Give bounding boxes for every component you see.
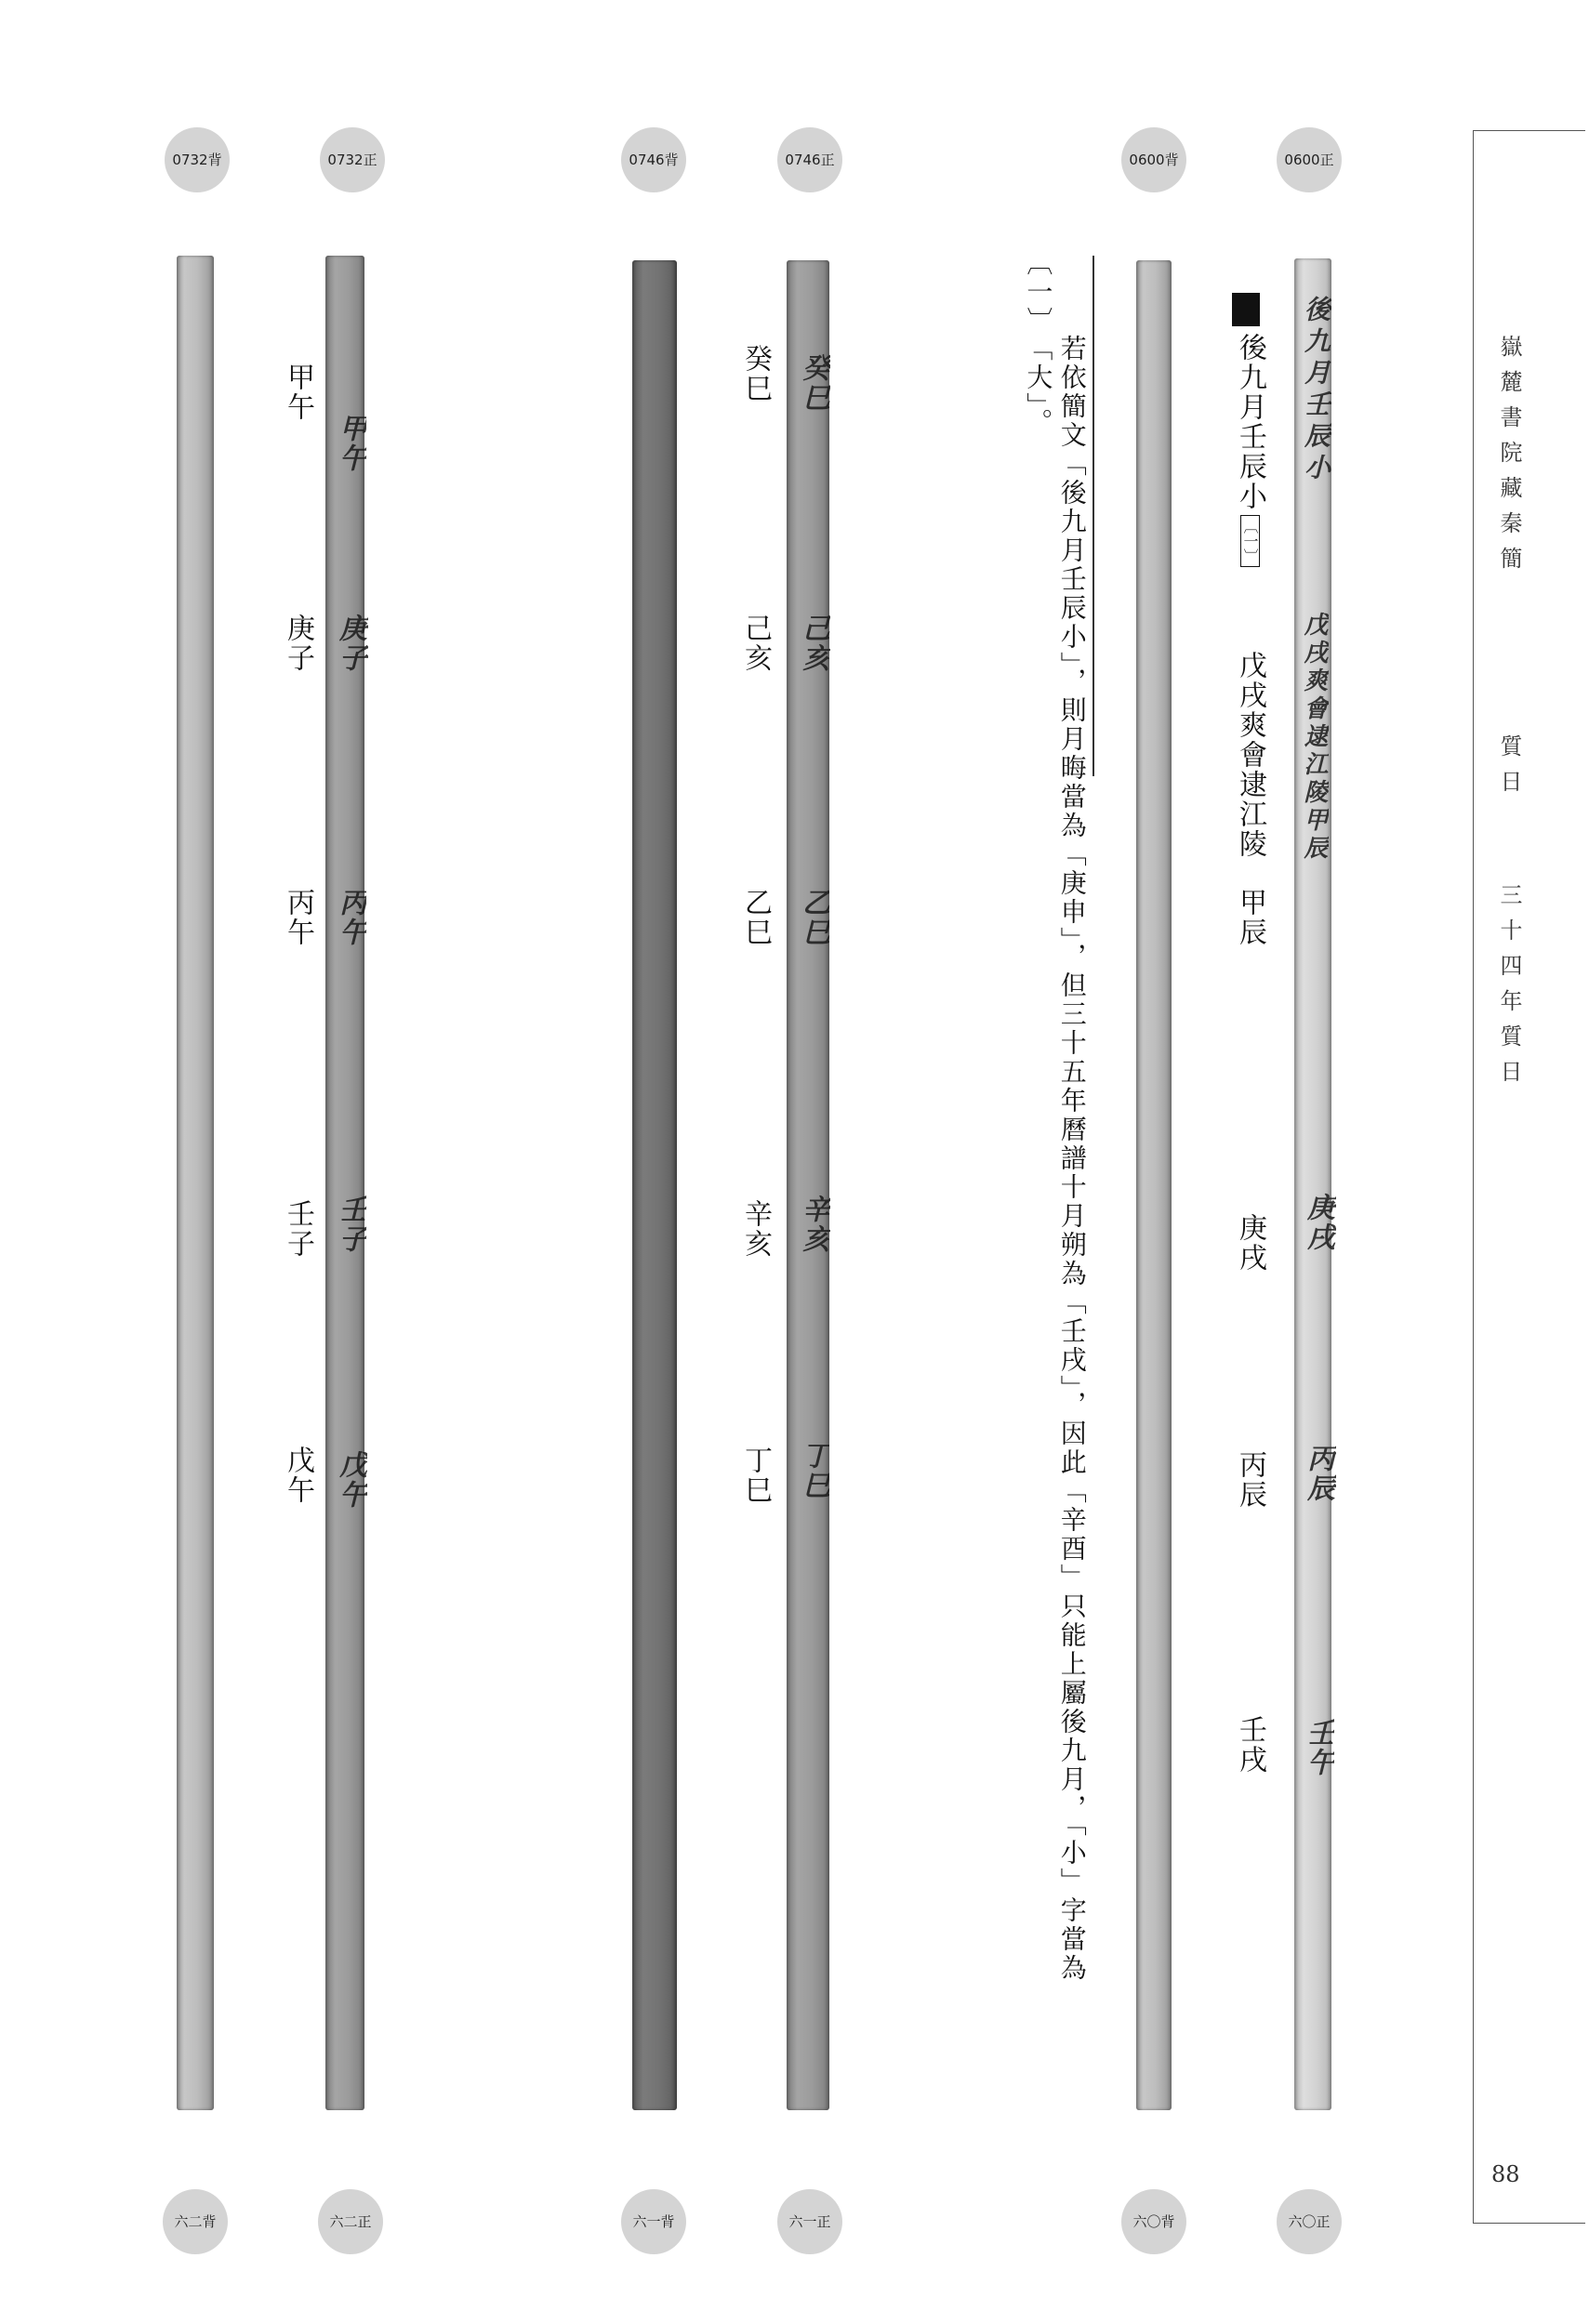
- ink-glyph-61-4: 辛亥: [797, 1195, 829, 1254]
- transcription-61-1: 癸巳: [739, 344, 772, 403]
- footnote-number: 〔一〕: [1023, 249, 1054, 336]
- header-marker-block: [1232, 293, 1260, 326]
- transcription-61-2: 己亥: [739, 614, 772, 673]
- ink-glyph-60-1: 庚戌: [1302, 1193, 1334, 1252]
- label-61-front: 六一正: [777, 2189, 842, 2254]
- transcription-60-3: 丙辰: [1234, 1450, 1266, 1510]
- transcription-60-header: [1229, 333, 1270, 571]
- label-0732-front: 0732正: [320, 127, 385, 192]
- footnote-divider: [1092, 256, 1094, 776]
- transcription-60-2: 庚戌: [1234, 1213, 1266, 1273]
- bamboo-strip-61-front: [787, 260, 829, 2110]
- label-0732-back: 0732背: [165, 127, 230, 192]
- label-62-front: 六二正: [318, 2189, 383, 2254]
- label-0746-back: 0746背: [621, 127, 686, 192]
- bamboo-strip-62-front: [325, 256, 364, 2110]
- ink-glyph-62-3: 丙午: [334, 888, 366, 947]
- bamboo-strip-62-back: [177, 256, 214, 2110]
- bamboo-strip-61-back: [632, 260, 677, 2110]
- margin-sidebar: [1473, 130, 1585, 2224]
- ink-glyph-61-1: 癸巳: [797, 353, 829, 413]
- bamboo-strip-60-front: [1294, 258, 1334, 2110]
- ink-glyph-61-2: 己亥: [797, 614, 829, 673]
- transcription-62-1: 甲午: [282, 363, 314, 422]
- transcription-60-1: 甲辰: [1234, 888, 1266, 947]
- page-number: 88: [1491, 2161, 1520, 2187]
- ink-glyph-60-phrase: 戊戌爽會逮江陵甲辰: [1300, 612, 1328, 863]
- label-0746-front: 0746正: [777, 127, 842, 192]
- label-60-front: 六〇正: [1277, 2189, 1342, 2254]
- section-subtitle: 三十四年質日: [1496, 883, 1522, 1095]
- footnote-text: 若依簡文「後九月壬辰小」，則月晦當為「庚申」，但三十五年曆譜十月朔為「壬戌」，因此「辛酉」只能上屬後九月，「小」字當為「大」。: [1023, 335, 1088, 1983]
- book-title: 嶽麓書院藏秦簡: [1496, 335, 1522, 582]
- ink-glyph-62-2: 庚子: [334, 614, 366, 673]
- transcription-61-3: 乙巳: [739, 888, 772, 947]
- ink-glyph-62-4: 壬子: [334, 1195, 366, 1254]
- transcription-62-2: 庚子: [282, 614, 314, 673]
- section-title: 質日: [1496, 734, 1522, 805]
- transcription-62-5: 戊午: [282, 1446, 314, 1505]
- ink-glyph-62-1: 甲午: [334, 414, 366, 473]
- label-0600-front: 0600正: [1277, 127, 1342, 192]
- transcription-62-4: 壬子: [282, 1199, 314, 1259]
- transcription-61-5: 丁巳: [739, 1446, 772, 1505]
- label-0600-back: 0600背: [1121, 127, 1186, 192]
- label-60-back: 六〇背: [1121, 2189, 1186, 2254]
- label-62-back: 六二背: [163, 2189, 228, 2254]
- ink-glyph-61-3: 乙巳: [797, 888, 829, 947]
- ink-glyph-60-3: 壬午: [1302, 1718, 1334, 1777]
- transcription-62-3: 丙午: [282, 888, 314, 947]
- transcription-61-4: 辛亥: [739, 1199, 772, 1259]
- ink-glyph-62-5: 戊午: [334, 1450, 366, 1510]
- month-heading: 後九月壬辰小: [1234, 333, 1266, 511]
- transcription-60-4: 壬戌: [1234, 1715, 1266, 1775]
- ink-glyph-60-2: 丙辰: [1302, 1444, 1334, 1503]
- transcription-60-phrase: 戊戌爽會逮江陵: [1234, 651, 1266, 859]
- label-61-back: 六一背: [621, 2189, 686, 2254]
- footnote-reference: 〔一〕: [1240, 515, 1260, 567]
- bamboo-strip-60-back: [1136, 260, 1172, 2110]
- ink-glyph-61-5: 丁巳: [797, 1441, 829, 1500]
- ink-glyph-60-header: 後九月壬辰小: [1301, 296, 1331, 485]
